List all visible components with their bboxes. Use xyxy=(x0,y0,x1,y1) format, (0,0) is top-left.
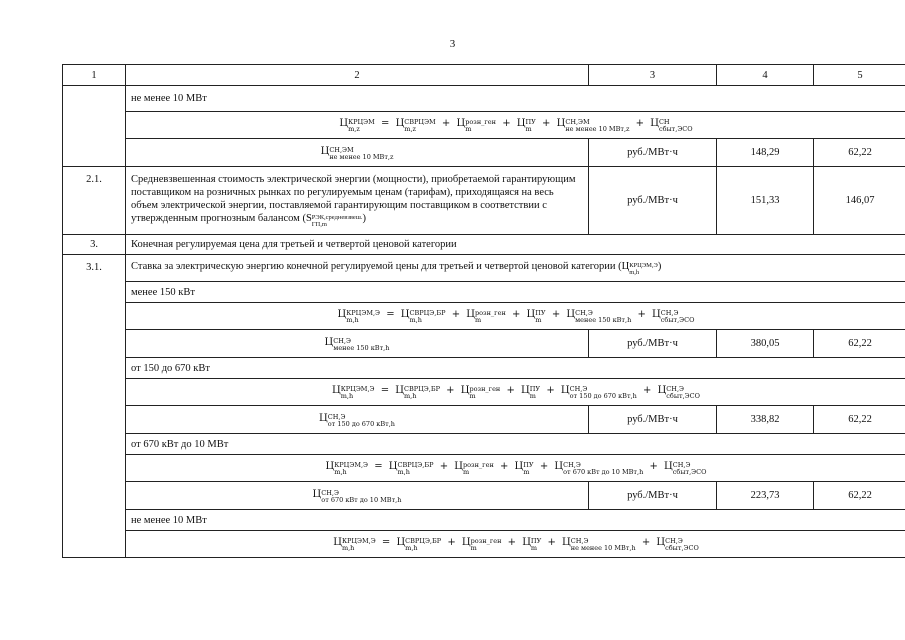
value-col-4: 338,82 xyxy=(717,406,814,434)
value-symbol: Ц СН,ЭМ не менее 10 МВт,z xyxy=(126,139,589,167)
row-label: не менее 10 МВт xyxy=(126,86,905,112)
row-number: 3.1. xyxy=(63,255,126,558)
row-number: 3. xyxy=(63,235,126,255)
header-col-5: 5 xyxy=(814,65,905,86)
row-label: от 670 кВт до 10 МВт xyxy=(126,434,905,455)
value-col-5: 62,22 xyxy=(814,406,905,434)
formula-row: Ц КРЦЭМ m,z = Ц СВРЦЭМ m,z + Ц розн_ген m + Ц ПУ m + Ц СН,ЭМ не менее 10 МВт,z + Ц СН сбыт,ЭСО xyxy=(126,112,905,139)
header-col-3: 3 xyxy=(589,65,717,86)
row-number xyxy=(63,86,126,167)
value-symbol: Ц СН,Э менее 150 кВт,h xyxy=(126,330,589,358)
table-row xyxy=(63,282,905,303)
row-description: Ставка за электрическую энергию конечной регулируемой цены для третьей и четвертой ценовой категории (Ц КРЦЭМ,Э m,h ) xyxy=(126,255,905,282)
value-col-4: 151,33 xyxy=(717,167,814,235)
value-col-5: 62,22 xyxy=(814,330,905,358)
value-col-5: 62,22 xyxy=(814,482,905,510)
row-label: не менее 10 МВт xyxy=(126,510,905,531)
formula-row: Ц КРЦЭМ,Э m,h = Ц СВРЦЭ,БР m,h + Ц розн_ген m + Ц ПУ m + Ц СН,Э от 670 кВт до 10 МВт,h + Ц СН,Э сбыт,ЭСО xyxy=(126,455,905,482)
header-col-2: 2 xyxy=(126,65,589,86)
table-row xyxy=(63,139,905,167)
value-col-5: 146,07 xyxy=(814,167,905,235)
formula-row: Ц КРЦЭМ,Э m,h = Ц СВРЦЭ,БР m,h + Ц розн_ген m + Ц ПУ m + Ц СН,Э не менее 10 МВт,h + Ц СН,Э сбыт,ЭСО xyxy=(126,531,905,558)
table-row xyxy=(63,434,905,455)
table-row xyxy=(63,167,905,235)
table-row xyxy=(63,235,905,255)
value-symbol: Ц СН,Э от 150 до 670 кВт,h xyxy=(126,406,589,434)
page-number: 3 xyxy=(449,38,456,50)
unit-cell: руб./МВт·ч xyxy=(589,482,717,510)
unit-cell: руб./МВт·ч xyxy=(589,330,717,358)
table-row xyxy=(63,330,905,358)
unit-cell: руб./МВт·ч xyxy=(589,167,717,235)
header-col-1: 1 xyxy=(63,65,126,86)
value-col-4: 380,05 xyxy=(717,330,814,358)
formula-row: Ц КРЦЭМ,Э m,h = Ц СВРЦЭ,БР m,h + Ц розн_ген m + Ц ПУ m + Ц СН,Э от 150 до 670 кВт,h + Ц СН,Э сбыт,ЭСО xyxy=(126,379,905,406)
value-col-4: 148,29 xyxy=(717,139,814,167)
table-row xyxy=(63,112,905,139)
table-row xyxy=(63,455,905,482)
tariff-table xyxy=(62,64,905,558)
table-row xyxy=(63,510,905,531)
table-header-row xyxy=(63,65,905,86)
value-col-5: 62,22 xyxy=(814,139,905,167)
unit-cell: руб./МВт·ч xyxy=(589,406,717,434)
row-number: 2.1. xyxy=(63,167,126,235)
value-symbol: Ц СН,Э от 670 кВт до 10 МВт,h xyxy=(126,482,589,510)
table-row xyxy=(63,482,905,510)
unit-cell: руб./МВт·ч xyxy=(589,139,717,167)
table-row xyxy=(63,358,905,379)
value-col-4: 223,73 xyxy=(717,482,814,510)
row-description: Средневзвешенная стоимость электрической энергии (мощности), приобретаемой гарантирующим поставщиком на розничных рынках по регулируемым ценам (тарифам), приходящаяся на весь объем электрической энергии, поставляемой гарантирующим поставщиком в соответствии с утвержденным прогнозным балансом (S РЭК,средневзвеш. ГП,m ) xyxy=(126,167,589,235)
table-row xyxy=(63,303,905,330)
formula-row: Ц КРЦЭМ,Э m,h = Ц СВРЦЭ,БР m,h + Ц розн_ген m + Ц ПУ m + Ц СН,Э менее 150 кВт,h + Ц СН,Э сбыт,ЭСО xyxy=(126,303,905,330)
table-row xyxy=(63,531,905,558)
header-col-4: 4 xyxy=(717,65,814,86)
row-label: от 150 до 670 кВт xyxy=(126,358,905,379)
section-title: Конечная регулируемая цена для третьей и четвертой ценовой категории xyxy=(126,235,905,255)
table-row xyxy=(63,255,905,282)
table-row xyxy=(63,379,905,406)
row-label: менее 150 кВт xyxy=(126,282,905,303)
table-row xyxy=(63,86,905,112)
table-row xyxy=(63,406,905,434)
